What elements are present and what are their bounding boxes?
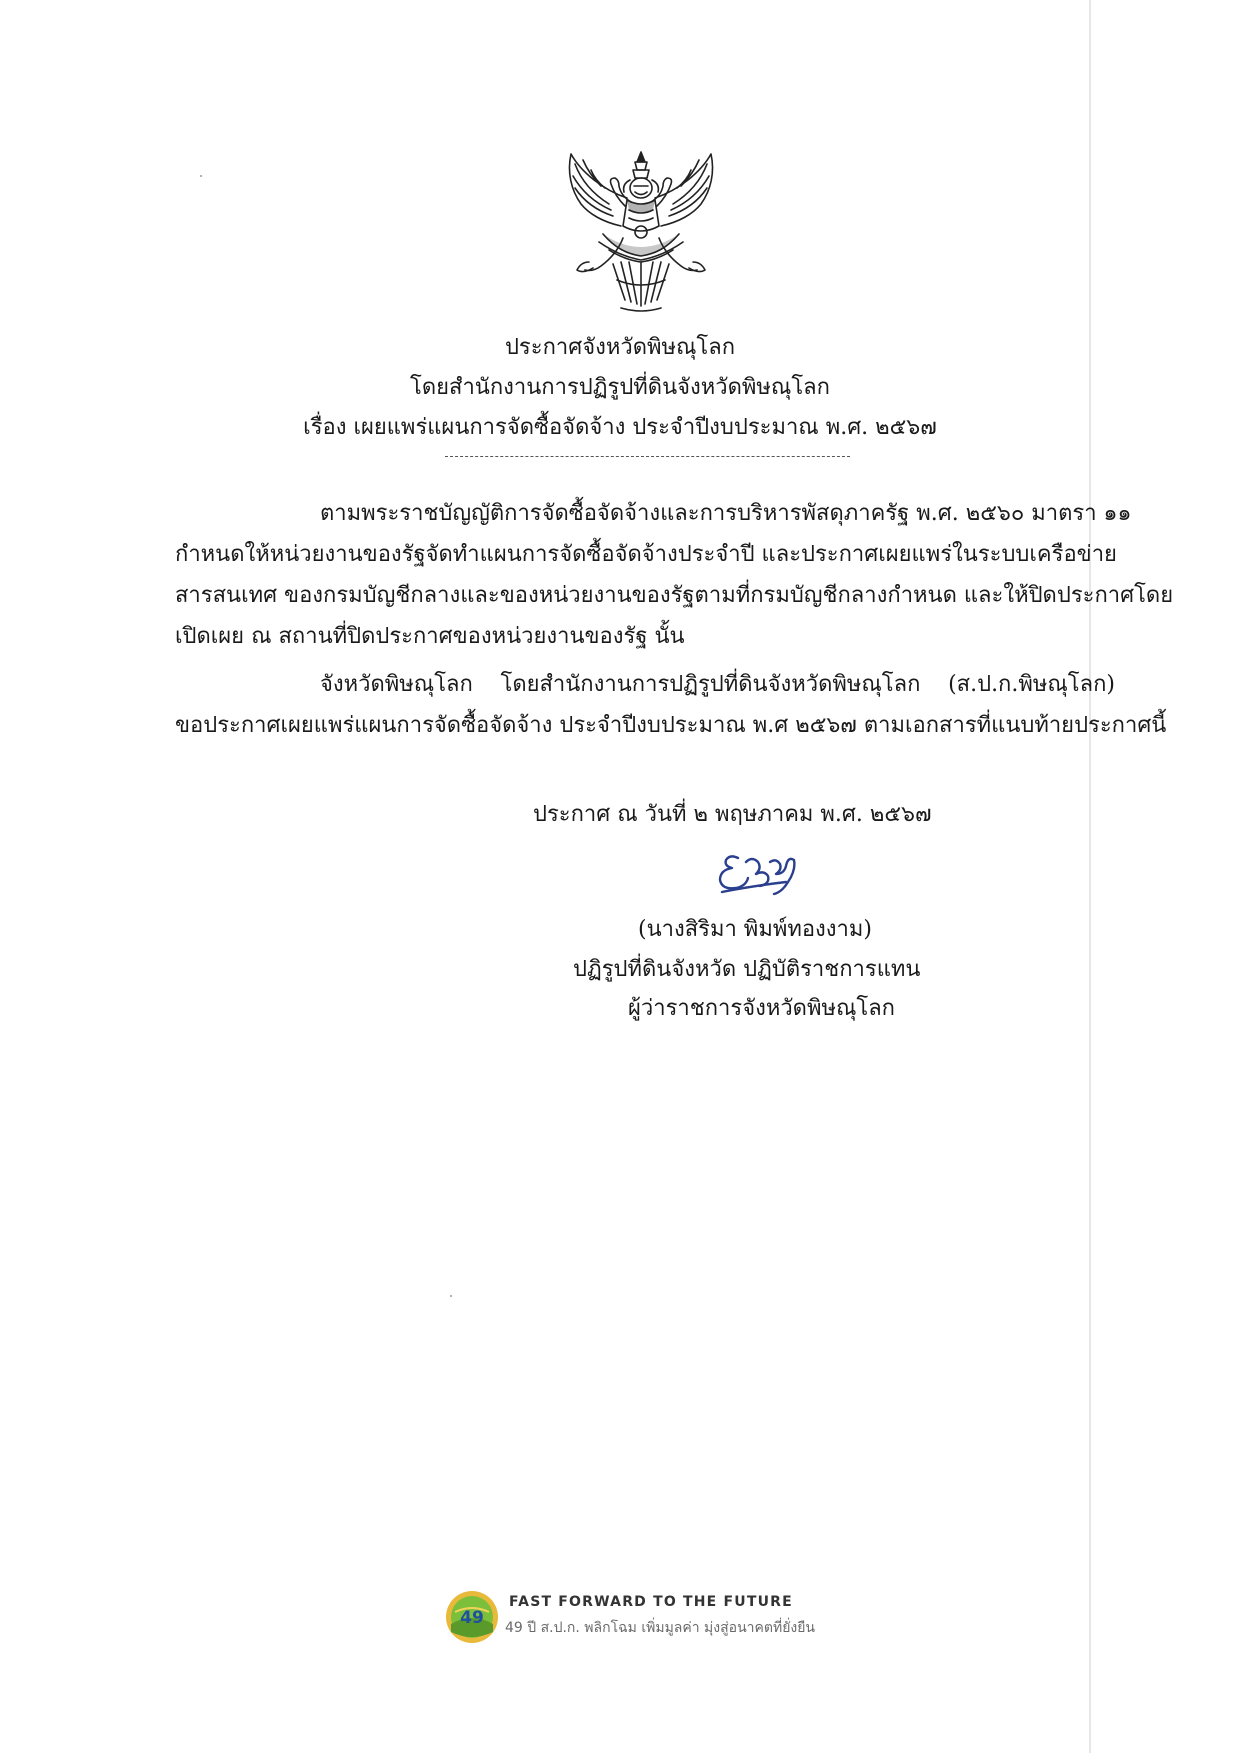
announcement-heading: ประกาศจังหวัดพิษณุโลก: [504, 335, 736, 360]
scan-edge-line: [1089, 0, 1091, 1753]
paragraph-1-line-3: สารสนเทศ ของกรมบัญชีกลางและของหน่วยงานของรัฐตามที่กรมบัญชีกลางกำหนด และให้ปิดประกาศโดย: [175, 583, 1174, 608]
alro-49-anniversary-logo: [445, 1590, 499, 1644]
garuda-emblem-icon: [563, 150, 719, 314]
handwritten-signature: [716, 848, 798, 908]
paragraph-1-line-4: เปิดเผย ณ สถานที่ปิดประกาศของหน่วยงานของรัฐ นั้น: [175, 624, 685, 649]
paragraph-2-line-2: ขอประกาศเผยแพร่แผนการจัดซื้อจัดจ้าง ประจำปีงบประมาณ พ.ศ ๒๕๖๗ ตามเอกสารที่แนบท้ายประกาศนี้: [175, 713, 1167, 738]
signatory-on-behalf-of: ผู้ว่าราชการจังหวัดพิษณุโลก: [628, 996, 895, 1021]
footer-slogan-tagline: 49 ปี ส.ป.ก. พลิกโฉม เพิ่มมูลค่า มุ่งสู่อนาคตที่ยั่งยืน: [505, 1620, 816, 1636]
scan-speck: [450, 1295, 452, 1297]
signatory-position: ปฏิรูปที่ดินจังหวัด ปฏิบัติราชการแทน: [573, 957, 921, 982]
scan-speck: [200, 175, 202, 177]
footer-slogan-title: FAST FORWARD TO THE FUTURE: [509, 1594, 793, 1610]
announcement-date: ประกาศ ณ วันที่ ๒ พฤษภาคม พ.ศ. ๒๕๖๗: [533, 802, 932, 827]
signatory-name: (นางสิริมา พิมพ์ทองงาม): [638, 917, 872, 942]
paragraph-1-line-2: กำหนดให้หน่วยงานของรัฐจัดทำแผนการจัดซื้อจัดจ้างประจำปี และประกาศเผยแพร่ในระบบเครือข่าย: [175, 542, 1117, 567]
issuing-office: โดยสำนักงานการปฏิรูปที่ดินจังหวัดพิษณุโลก: [410, 375, 830, 400]
header-divider: [445, 456, 850, 457]
paragraph-1-line-1: ตามพระราชบัญญัติการจัดซื้อจัดจ้างและการบริหารพัสดุภาครัฐ พ.ศ. ๒๕๖๐ มาตรา ๑๑: [320, 501, 1132, 526]
logo-number: 49: [460, 1608, 484, 1628]
paragraph-2-line-1: จังหวัดพิษณุโลก โดยสำนักงานการปฏิรูปที่ดินจังหวัดพิษณุโลก (ส.ป.ก.พิษณุโลก): [320, 672, 1115, 697]
subject-line: เรื่อง เผยแพร่แผนการจัดซื้อจัดจ้าง ประจำปีงบประมาณ พ.ศ. ๒๕๖๗: [303, 415, 937, 440]
